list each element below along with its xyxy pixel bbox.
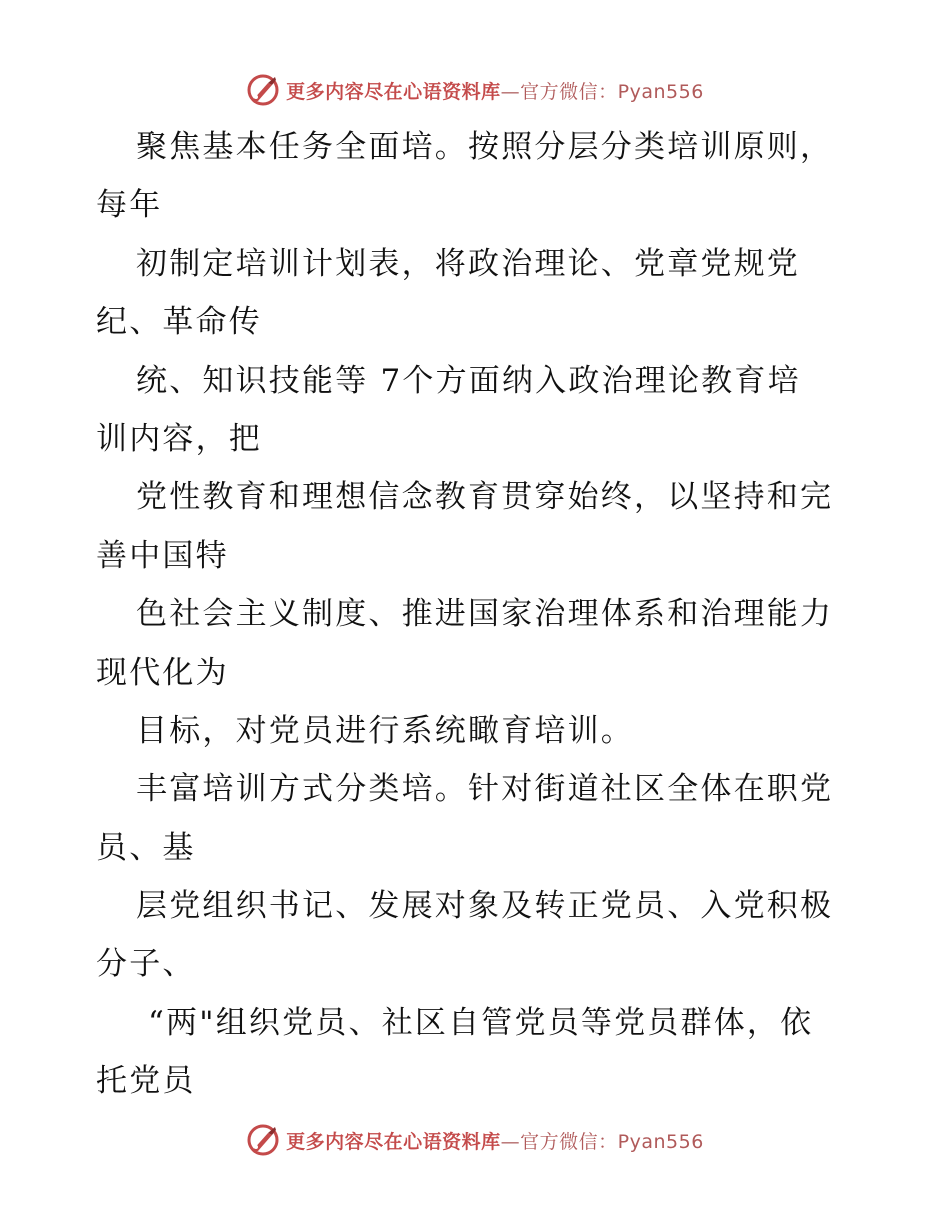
text-line: 党性教育和理想信念教育贯穿始终，以坚持和完 [136, 479, 834, 516]
header-watermark [0, 70, 950, 110]
watermark-wechat-text: 官方微信：Pyan556 [520, 1130, 704, 1153]
text-line: 层党组织书记、发展对象及转正党员、入党积极 [136, 888, 834, 925]
text-line: 托党员 [96, 1063, 196, 1100]
quill-pen-logo-icon [246, 1123, 280, 1157]
text-line: 每年 [96, 187, 163, 224]
text-line: 纪、革命传 [96, 304, 262, 341]
text-line: 训内容，把 [96, 420, 262, 457]
watermark-separator: — [500, 1130, 521, 1153]
text-line: 分子、 [96, 946, 196, 983]
watermark-wechat-text: 官方微信：Pyan556 [520, 80, 704, 103]
watermark-site-text: 更多内容尽在心语资料库 [286, 1130, 501, 1153]
text-line: 目标，对党员进行系统瞰育培训。 [136, 712, 634, 749]
text-line: 丰富培训方式分类培。针对街道社区全体在职党 [136, 771, 834, 808]
text-line: 员、基 [96, 829, 196, 866]
watermark-separator: — [500, 80, 521, 103]
text-line: 聚焦基本任务全面培。按照分层分类培训原则， [136, 129, 834, 165]
text-line: 现代化为 [96, 654, 229, 691]
watermark-site-text: 更多内容尽在心语资料库 [286, 80, 501, 103]
footer-watermark [0, 1120, 950, 1160]
text-line: 统、知识技能等 7个方面纳入政治理论教育培 [136, 362, 801, 399]
text-line: 色社会主义制度、推进国家治理体系和治理能力 [136, 596, 834, 633]
document-body [96, 118, 896, 1111]
text-line: “两"组织党员、社区自管党员等党员群体，依 [148, 1004, 814, 1041]
text-line: 善中国特 [96, 537, 229, 574]
quill-pen-logo-icon [246, 73, 280, 107]
text-line: 初制定培训计划表，将政治理论、党章党规党 [136, 245, 800, 282]
